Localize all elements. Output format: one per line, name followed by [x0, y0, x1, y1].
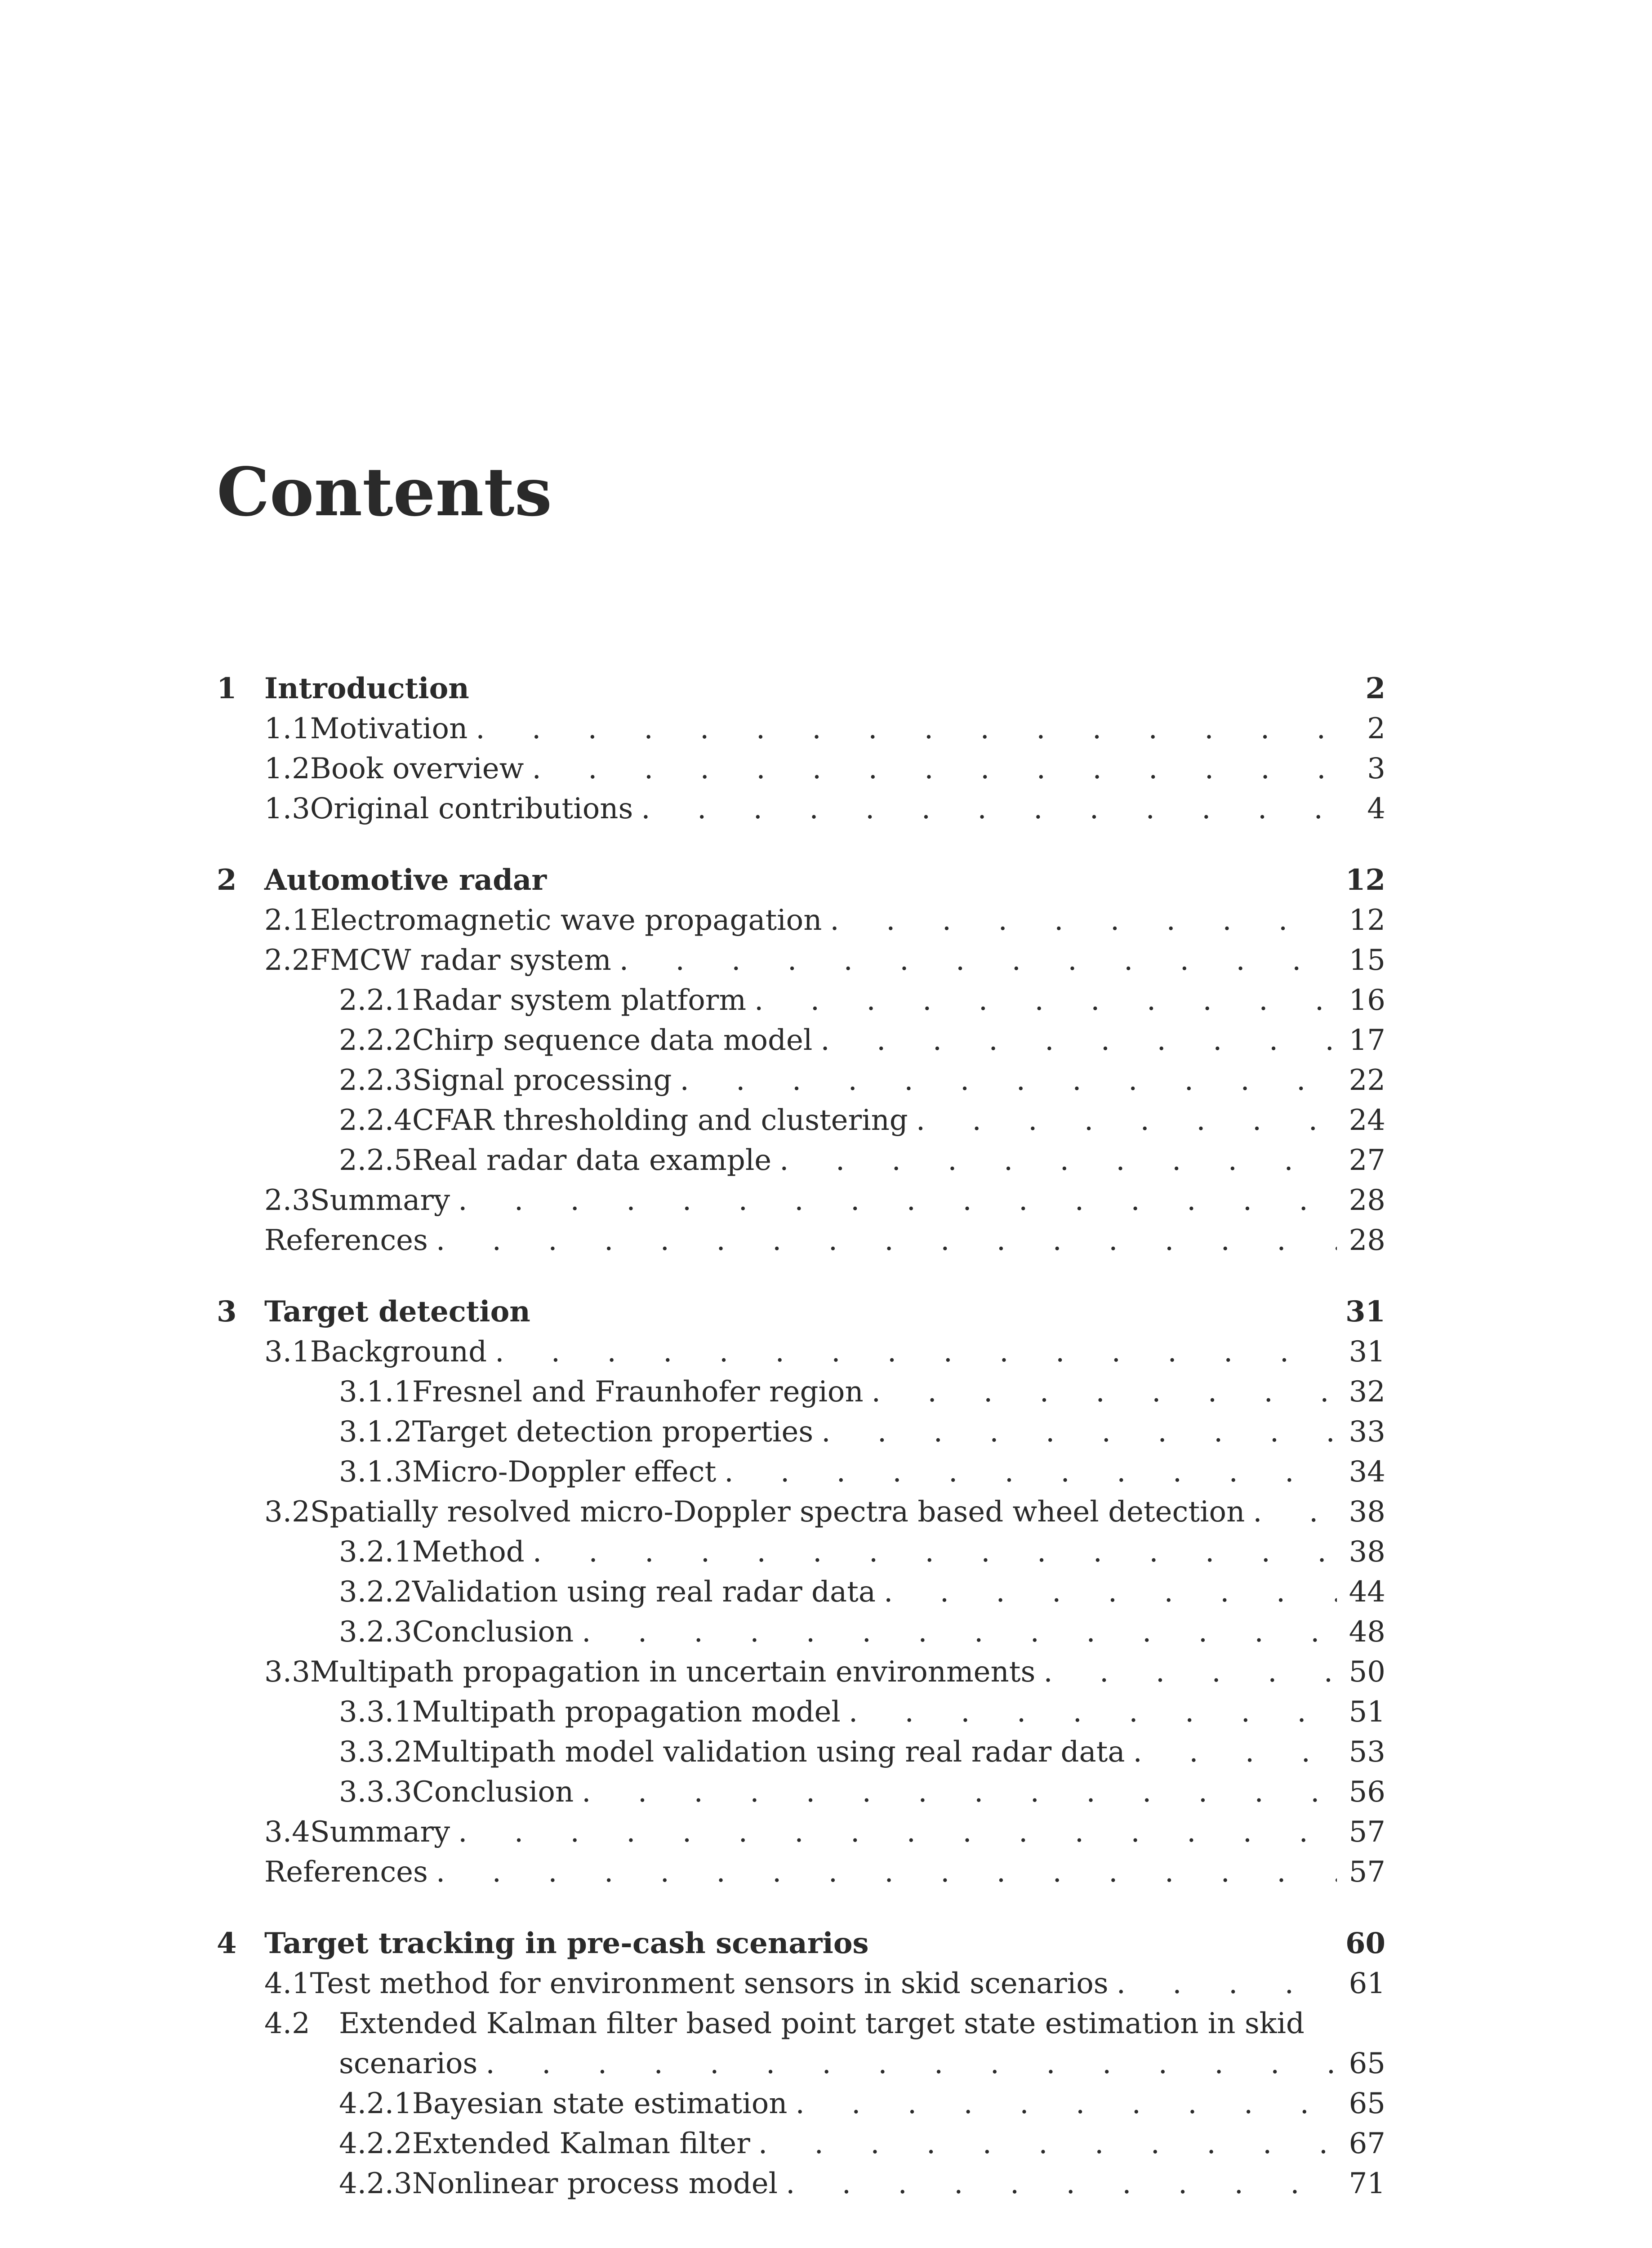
- dot-leader: [436, 1858, 1337, 1887]
- page-number: 17: [1349, 1024, 1385, 1057]
- section-title: Original contributions: [310, 792, 633, 825]
- subsection-number: 2.2.2: [339, 1024, 412, 1057]
- toc-subsection[interactable]: [217, 2129, 1385, 2169]
- toc-chapter[interactable]: [217, 1295, 1385, 1338]
- section-title: Multipath propagation in uncertain environments: [310, 1655, 1036, 1689]
- section-number: 4.2: [264, 2007, 310, 2040]
- toc-subsection[interactable]: [217, 1615, 1385, 1658]
- toc-subsection[interactable]: [217, 1575, 1385, 1618]
- page-number: 67: [1349, 2127, 1385, 2160]
- dot-leader: [1133, 1738, 1337, 1766]
- toc-section[interactable]: [217, 906, 1385, 946]
- subsection-title: Validation using real radar data: [412, 1575, 876, 1609]
- dot-leader: [619, 946, 1337, 975]
- dot-leader: [916, 1106, 1337, 1135]
- dot-leader: [436, 1226, 1337, 1255]
- subsection-title: Chirp sequence data model: [412, 1024, 813, 1057]
- toc-subsection[interactable]: [217, 1375, 1385, 1418]
- subsection-number: 3.3.1: [339, 1695, 412, 1729]
- dot-leader: [532, 754, 1337, 783]
- section-number: 1.3: [264, 792, 310, 825]
- section-title: Spatially resolved micro-Doppler spectra based wheel detection: [310, 1495, 1245, 1529]
- dot-leader: [680, 1066, 1337, 1095]
- section-number: 3.1: [264, 1335, 310, 1369]
- page-number: 65: [1349, 2087, 1385, 2120]
- toc-subsection[interactable]: [217, 1455, 1385, 1498]
- chapter-number: 2: [217, 863, 237, 897]
- section-number: 2.1: [264, 904, 310, 937]
- dot-leader: [485, 2049, 1337, 2078]
- toc-subsection[interactable]: [217, 986, 1385, 1026]
- toc-subsection[interactable]: [217, 1775, 1385, 1818]
- section-title-continuation: scenarios: [339, 2047, 478, 2080]
- dot-leader: [786, 2169, 1337, 2198]
- subsection-number: 4.2.1: [339, 2087, 412, 2120]
- subsection-number: 2.2.1: [339, 984, 412, 1017]
- toc-section[interactable]: [217, 1335, 1385, 1378]
- toc-section[interactable]: [217, 1186, 1385, 1226]
- toc-section[interactable]: [217, 714, 1385, 754]
- page-number: 22: [1349, 1064, 1385, 1097]
- page-number: 34: [1349, 1455, 1385, 1489]
- toc-chapter[interactable]: [217, 674, 1385, 714]
- subsection-number: 3.3.3: [339, 1775, 412, 1809]
- subsection-number: 2.2.5: [339, 1144, 412, 1177]
- section-title: Summary: [310, 1815, 450, 1849]
- subsection-title: Bayesian state estimation: [412, 2087, 788, 2120]
- page-number: 57: [1349, 1855, 1385, 1889]
- toc-references[interactable]: [217, 1226, 1385, 1266]
- subsection-number: 2.2.3: [339, 1064, 412, 1097]
- page-number: 38: [1349, 1495, 1385, 1529]
- subsection-title: Real radar data example: [412, 1144, 772, 1177]
- toc-section[interactable]: [217, 754, 1385, 794]
- dot-leader: [495, 1338, 1337, 1366]
- page-number: 28: [1349, 1184, 1385, 1217]
- page-number: 31: [1349, 1335, 1385, 1369]
- section-title: Book overview: [310, 752, 524, 785]
- toc-subsection[interactable]: [217, 1415, 1385, 1458]
- page-number: 15: [1349, 944, 1385, 977]
- section-number: 3.4: [264, 1815, 310, 1849]
- section-title: FMCW radar system: [310, 944, 611, 977]
- page-title: Contents: [217, 453, 552, 531]
- toc-subsection[interactable]: [217, 1026, 1385, 1066]
- section-number: 2.2: [264, 944, 310, 977]
- chapter-title: Automotive radar: [264, 863, 547, 897]
- toc-subsection[interactable]: [217, 1066, 1385, 1106]
- page-number: 2: [1365, 672, 1385, 705]
- subsection-number: 4.2.2: [339, 2127, 412, 2160]
- page-number: 61: [1349, 1967, 1385, 2000]
- toc-subsection[interactable]: [217, 2089, 1385, 2129]
- dot-leader: [830, 906, 1337, 935]
- chapter-number: 3: [217, 1295, 237, 1329]
- section-title: Motivation: [310, 712, 468, 745]
- chapter-number: 1: [217, 672, 237, 705]
- toc-subsection[interactable]: [217, 1535, 1385, 1578]
- page-number: 27: [1349, 1144, 1385, 1177]
- dot-leader: [582, 1618, 1337, 1646]
- chapter-title: Target detection: [264, 1295, 530, 1329]
- page-number: 60: [1345, 1927, 1385, 1960]
- page-number: 50: [1349, 1655, 1385, 1689]
- chapter-number: 4: [217, 1927, 237, 1960]
- dot-leader: [476, 714, 1337, 743]
- toc-chapter[interactable]: [217, 1929, 1385, 1969]
- dot-leader: [533, 1538, 1337, 1566]
- toc-subsection[interactable]: [217, 1146, 1385, 1186]
- subsection-number: 3.1.3: [339, 1455, 412, 1489]
- subsection-title: Fresnel and Fraunhofer region: [412, 1375, 864, 1409]
- section-number: 3.3: [264, 1655, 310, 1689]
- subsection-title: Conclusion: [412, 1615, 574, 1649]
- page-number: 4: [1367, 792, 1385, 825]
- page-number: 31: [1345, 1295, 1385, 1329]
- page-number: 38: [1349, 1535, 1385, 1569]
- toc-section[interactable]: [217, 794, 1385, 834]
- page-number: 32: [1349, 1375, 1385, 1409]
- section-number: 1.2: [264, 752, 310, 785]
- dot-leader: [458, 1186, 1337, 1215]
- subsection-number: 3.2.1: [339, 1535, 412, 1569]
- subsection-title: Micro-Doppler effect: [412, 1455, 717, 1489]
- dot-leader: [1117, 1969, 1337, 1998]
- subsection-number: 3.1.2: [339, 1415, 412, 1449]
- subsection-number: 4.2.3: [339, 2167, 412, 2200]
- subsection-number: 2.2.4: [339, 1104, 412, 1137]
- page-number: 24: [1349, 1104, 1385, 1137]
- subsection-title: Conclusion: [412, 1775, 574, 1809]
- section-title: Summary: [310, 1184, 450, 1217]
- subsection-title: CFAR thresholding and clustering: [412, 1104, 908, 1137]
- subsection-title: Multipath propagation model: [412, 1695, 841, 1729]
- subsection-number: 3.3.2: [339, 1735, 412, 1769]
- table-of-contents: [217, 674, 1385, 2209]
- dot-leader: [724, 1458, 1337, 1486]
- section-title: Background: [310, 1335, 487, 1369]
- subsection-title: Nonlinear process model: [412, 2167, 778, 2200]
- page-number: 56: [1349, 1775, 1385, 1809]
- references-title: References: [264, 1855, 428, 1889]
- subsection-title: Signal processing: [412, 1064, 672, 1097]
- chapter-title: Introduction: [264, 672, 469, 705]
- chapter-title: Target tracking in pre-cash scenarios: [264, 1927, 869, 1960]
- page-number: 28: [1349, 1224, 1385, 1257]
- page-number: 57: [1349, 1815, 1385, 1849]
- subsection-title: Method: [412, 1535, 525, 1569]
- section-title: Test method for environment sensors in skid scenarios: [310, 1967, 1109, 2000]
- toc-subsection[interactable]: [217, 1695, 1385, 1738]
- references-title: References: [264, 1224, 428, 1257]
- dot-leader: [1043, 1658, 1337, 1686]
- dot-leader: [754, 986, 1337, 1015]
- subsection-title: Radar system platform: [412, 984, 746, 1017]
- section-number: 1.1: [264, 712, 310, 745]
- page-number: 48: [1349, 1615, 1385, 1649]
- toc-section[interactable]: [217, 1815, 1385, 1858]
- section-title: Electromagnetic wave propagation: [310, 904, 822, 937]
- section-title: Extended Kalman filter based point target state estimation in skid: [339, 2007, 1305, 2040]
- section-number: 2.3: [264, 1184, 310, 1217]
- subsection-title: Target detection properties: [412, 1415, 814, 1449]
- dot-leader: [779, 1146, 1337, 1175]
- subsection-title: Extended Kalman filter: [412, 2127, 750, 2160]
- page-number: 2: [1367, 712, 1385, 745]
- toc-subsection[interactable]: [217, 2169, 1385, 2209]
- toc-references[interactable]: [217, 1855, 1385, 1898]
- dot-leader: [821, 1418, 1337, 1446]
- page-number: 44: [1349, 1575, 1385, 1609]
- page-number: 33: [1349, 1415, 1385, 1449]
- subsection-number: 3.2.3: [339, 1615, 412, 1649]
- dot-leader: [1253, 1498, 1337, 1526]
- subsection-number: 3.2.2: [339, 1575, 412, 1609]
- dot-leader: [758, 2129, 1337, 2158]
- dot-leader: [582, 1778, 1337, 1806]
- page-number: 12: [1345, 863, 1385, 897]
- section-number: 3.2: [264, 1495, 310, 1529]
- dot-leader: [820, 1026, 1337, 1055]
- toc-chapter[interactable]: [217, 863, 1385, 906]
- dot-leader: [641, 794, 1337, 823]
- toc-section-continuation[interactable]: [217, 2049, 1385, 2089]
- page-number: 51: [1349, 1695, 1385, 1729]
- dot-leader: [872, 1378, 1337, 1406]
- toc-section[interactable]: [217, 946, 1385, 986]
- page-number: 12: [1349, 904, 1385, 937]
- page-number: 71: [1349, 2167, 1385, 2200]
- dot-leader: [884, 1578, 1337, 1606]
- page-number: 53: [1349, 1735, 1385, 1769]
- toc-subsection[interactable]: [217, 1735, 1385, 1778]
- section-number: 4.1: [264, 1967, 310, 2000]
- toc-section[interactable]: [217, 1655, 1385, 1698]
- toc-subsection[interactable]: [217, 1106, 1385, 1146]
- toc-section[interactable]: [217, 1495, 1385, 1538]
- page-number: 3: [1367, 752, 1385, 785]
- dot-leader: [795, 2089, 1337, 2118]
- page-number: 65: [1349, 2047, 1385, 2080]
- toc-section[interactable]: [217, 1969, 1385, 2009]
- subsection-title: Multipath model validation using real radar data: [412, 1735, 1125, 1769]
- dot-leader: [849, 1698, 1337, 1726]
- subsection-number: 3.1.1: [339, 1375, 412, 1409]
- toc-section[interactable]: [217, 2009, 1385, 2049]
- page-number: 16: [1349, 984, 1385, 1017]
- dot-leader: [458, 1818, 1337, 1847]
